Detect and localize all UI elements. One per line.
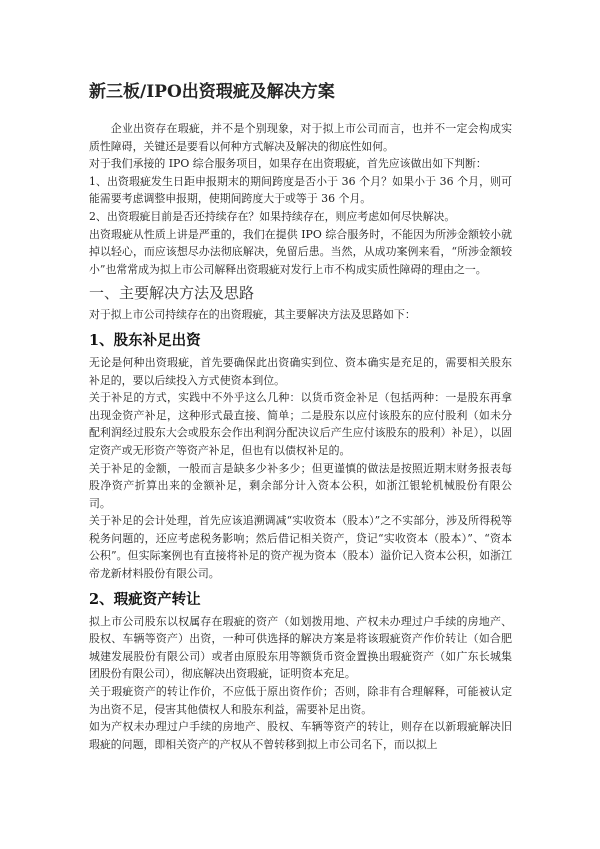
body-paragraph: 无论是何种出资瑕疵，首先要确保此出资确实到位、资本确实是充足的，需要相关股东补足的，要以后续投入方式使资本到位。 bbox=[89, 355, 512, 387]
body-paragraph: 关于补足的会计处理，首先应该追溯调减“实收资本（股本）”之不实部分，涉及所得税等税务问题的，还应考虑税务影响；然后借记相关资产，贷记“实收资本（股本）”、“资本公积”。但实际案例也有直接将补足的资产视为资本（股本）溢价记入资本公积，如浙江帝龙新材料股份有限公司。 bbox=[89, 514, 512, 581]
section-heading: 一、主要解决方法及思路 bbox=[89, 284, 255, 303]
intro-paragraph: 1、出资瑕疵发生日距申报期末的期间跨度是否小于 36 个月？如果小于 36 个月，则可能需要考虑调整申报期，使期间跨度大于或等于 36 个月。 bbox=[89, 174, 512, 206]
section-lead: 对于拟上市公司持续存在的出资瑕疵，其主要解决方法及思路如下： bbox=[89, 308, 416, 322]
body-paragraph: 如为产权未办理过户手续的房地产、股权、车辆等资产的转让，则存在以新瑕疵解决旧瑕疵的问题，即相关资产的产权从不曾转移到拟上市公司名下，而以拟上 bbox=[89, 720, 512, 751]
body-paragraph: 关于补足的方式，实践中不外乎这么几种：以货币资金补足（包括两种：一是股东再拿出现金资产补足，这种形式最直接、简单；二是股东以应付该股东的应付股利（如未分配利润经过股东大会或股东会作出利润分配决议后产生应付该股东的股利）补足），以固定资产或无形资产等资产补足，但也有以债权补足的。 bbox=[89, 391, 512, 457]
body-paragraph: 关于补足的金额，一般而言是缺多少补多少；但更谨慎的做法是按照近期末财务报表每股净资产折算出来的金额补足，剩余部分计入资本公积，如浙江银轮机械股份有限公司。 bbox=[89, 461, 512, 510]
subsection-heading: 2、瑕疵资产转让 bbox=[89, 590, 201, 608]
intro-paragraph: 对于我们承接的 IPO 综合服务项目，如果存在出资瑕疵，首先应该做出如下判断： bbox=[89, 157, 487, 171]
body-paragraph: 拟上市公司股东以权属存在瑕疵的资产（如划拨用地、产权未办理过户手续的房地产、股权、车辆等资产）出资，一种可供选择的解决方案是将该瑕疵资产作价转让（如合肥城建发展股份有限公司）或者由原股东用等额货币资金置换出瑕疵资产（如广东长城集团股份有限公司），彻底解决出资瑕疵，证明资本充足。 bbox=[89, 614, 512, 681]
document-title: 新三板/IPO出资瑕疵及解决方案 bbox=[89, 82, 335, 102]
subsection-heading: 1、股东补足出资 bbox=[89, 331, 201, 349]
intro-paragraph: 出资瑕疵从性质上讲是严重的，我们在提供 IPO 综合服务时，不能因为所涉金额较小就掉以轻心，而应该想尽办法彻底解决，免留后患。当然，从成功案例来看，“所涉金额较小”也常常成为拟上市公司解释出资瑕疵对发行上市不构成实质性障碍的理由之一。 bbox=[89, 227, 512, 276]
intro-paragraph: 2、出资瑕疵目前是否还持续存在？如果持续存在，则应考虑如何尽快解决。 bbox=[89, 209, 456, 223]
body-paragraph: 关于瑕疵资产的转让作价，不应低于原出资作价；否则，除非有合理解释，可能被认定为出资不足，侵害其他债权人和股东利益，需要补足出资。 bbox=[89, 685, 512, 716]
document-body bbox=[89, 120, 512, 753]
intro-paragraph: 企业出资存在瑕疵，并不是个别现象，对于拟上市公司而言，也并不一定会构成实质性障碍，关键还是要看以何种方式解决及解决的彻底性如何。 bbox=[89, 122, 512, 153]
